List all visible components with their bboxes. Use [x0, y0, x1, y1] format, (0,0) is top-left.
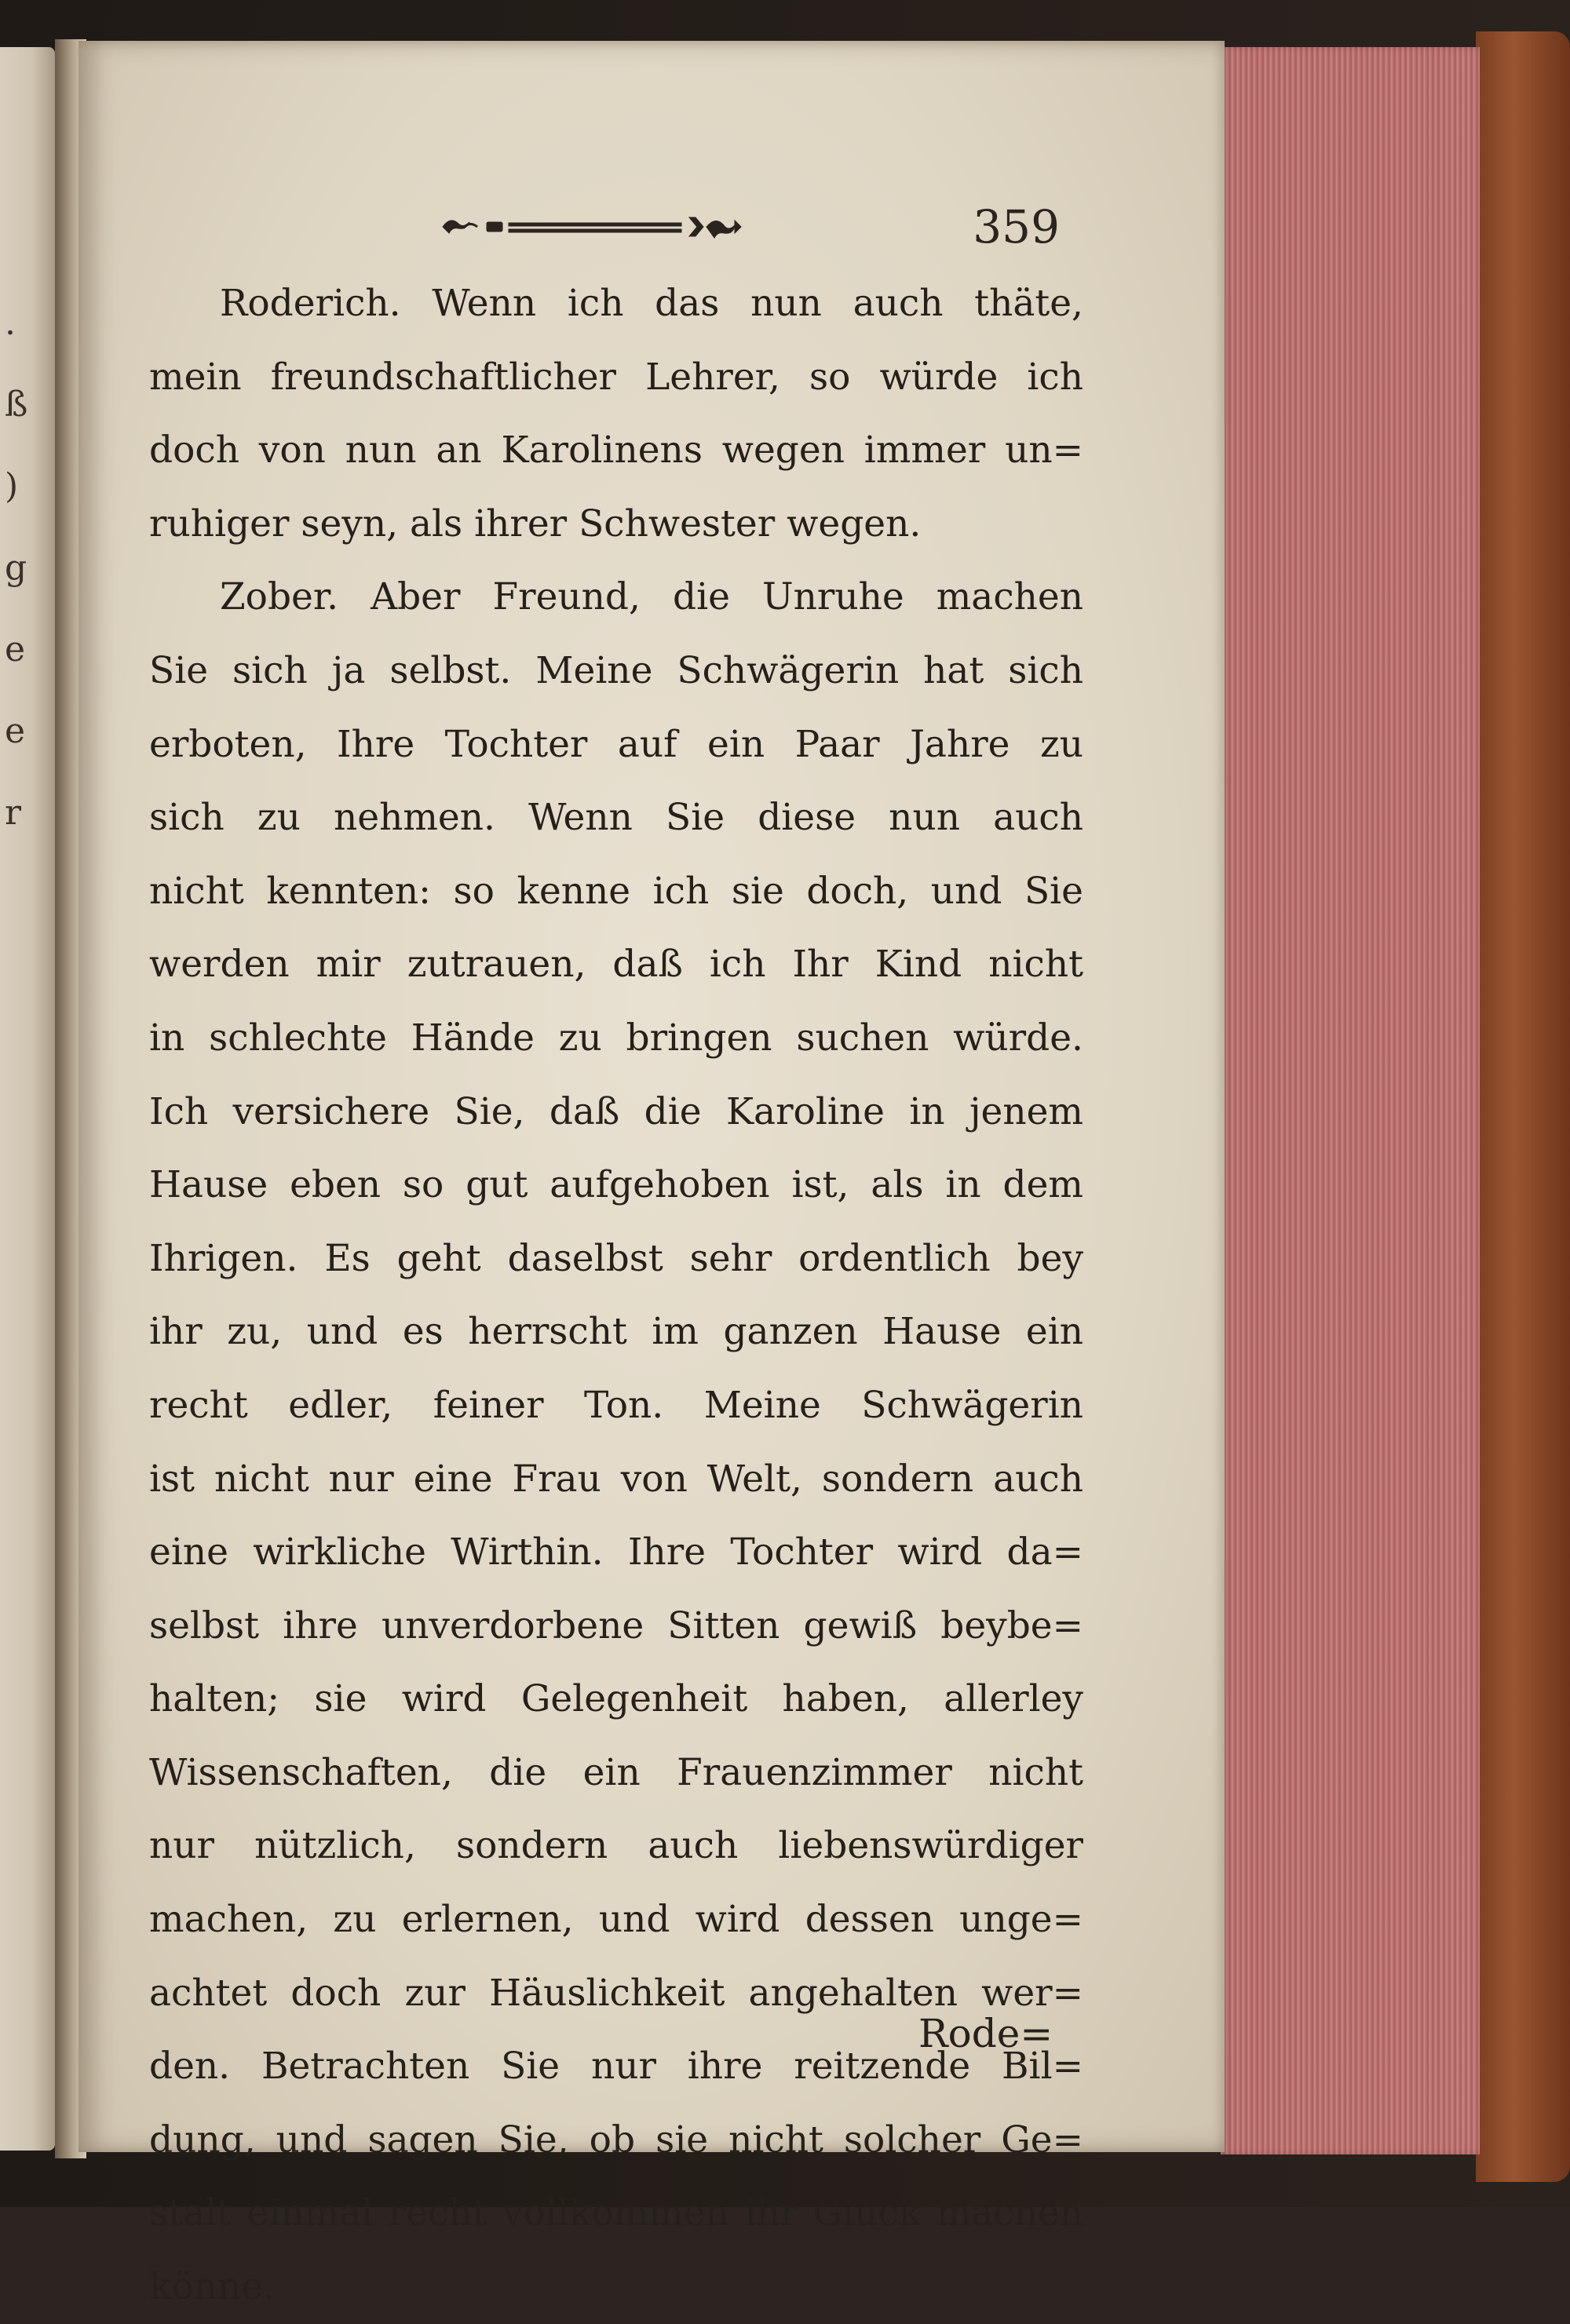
- facing-page: [0, 47, 55, 2151]
- text-line: in schlechte Hände zu bringen suchen würde.: [149, 1016, 1083, 1060]
- text-line: Ihrigen. Es geht daselbst sehr ordentlich bey: [149, 1236, 1083, 1280]
- text-line: Roderich. Wenn ich das nun auch thäte,: [220, 282, 1083, 325]
- text-line: Zober. Aber Freund, die Unruhe machen: [220, 575, 1083, 619]
- text-line: nur nützlich, sondern auch liebenswürdiger: [149, 1824, 1083, 1868]
- text-line: Wissenschaften, die ein Frauenzimmer nicht: [149, 1750, 1083, 1794]
- facing-page-text-fragments: [5, 283, 36, 854]
- text-line: stalt einmal recht vollkommen ihr Glück machen: [149, 2191, 1083, 2235]
- text-line: ruhiger seyn, als ihrer Schwester wegen.: [149, 502, 922, 545]
- text-line: Sie sich ja selbst. Meine Schwägerin hat sich: [149, 648, 1083, 692]
- text-line: mein freundschaftlicher Lehrer, so würde ich: [149, 355, 1083, 399]
- headpiece-ornament-icon: [440, 211, 746, 243]
- page-number: 359: [973, 200, 1060, 254]
- text-line: erboten, Ihre Tochter auf ein Paar Jahre zu: [149, 722, 1083, 766]
- text-line: nicht kennten: so kenne ich sie doch, und Sie: [149, 869, 1083, 913]
- fragment: ): [5, 466, 19, 506]
- text-line: selbst ihre unverdorbene Sitten gewiß beybe=: [149, 1603, 1083, 1647]
- text-line: dung, und sagen Sie, ob sie nicht solcher Ge=: [149, 2118, 1083, 2162]
- catchword: Rode=: [918, 2011, 1053, 2056]
- text-line: recht edler, feiner Ton. Meine Schwägerin: [149, 1383, 1083, 1427]
- text-line: machen, zu erlernen, und wird dessen unge=: [149, 1898, 1083, 1942]
- text-line: Hause eben so gut aufgehoben ist, als in dem: [149, 1163, 1083, 1207]
- text-line: den. Betrachten Sie nur ihre reitzende Bil=: [149, 2045, 1083, 2089]
- text-line: halten; sie wird Gelegenheit haben, allerley: [149, 1677, 1083, 1721]
- page-header: [440, 200, 1060, 255]
- text-line: Ich versichere Sie, daß die Karoline in jenem: [149, 1089, 1083, 1133]
- text-line: ihr zu, und es herrscht im ganzen Hause ein: [149, 1310, 1083, 1354]
- page-block-edges: [1221, 47, 1480, 2154]
- text-line: doch von nun an Karolinens wegen immer un=: [149, 429, 1083, 472]
- fragment: .: [5, 303, 16, 343]
- text-line: achtet doch zur Häuslichkeit angehalten wer=: [149, 1971, 1083, 2015]
- book-cover-edge: [1476, 31, 1570, 2182]
- fragment: r: [5, 793, 22, 833]
- text-line: ist nicht nur eine Frau von Welt, sondern auch: [149, 1457, 1083, 1501]
- text-line: eine wirkliche Wirthin. Ihre Tochter wird da=: [149, 1530, 1083, 1574]
- text-line: sich zu nehmen. Wenn Sie diese nun auch: [149, 796, 1083, 840]
- fragment: e: [5, 629, 26, 669]
- text-line: könne.: [149, 2265, 276, 2309]
- fragment: ß: [5, 385, 28, 425]
- text-line: werden mir zutrauen, daß ich Ihr Kind nicht: [149, 943, 1083, 987]
- fragment: e: [5, 711, 26, 751]
- fragment: g: [5, 548, 27, 588]
